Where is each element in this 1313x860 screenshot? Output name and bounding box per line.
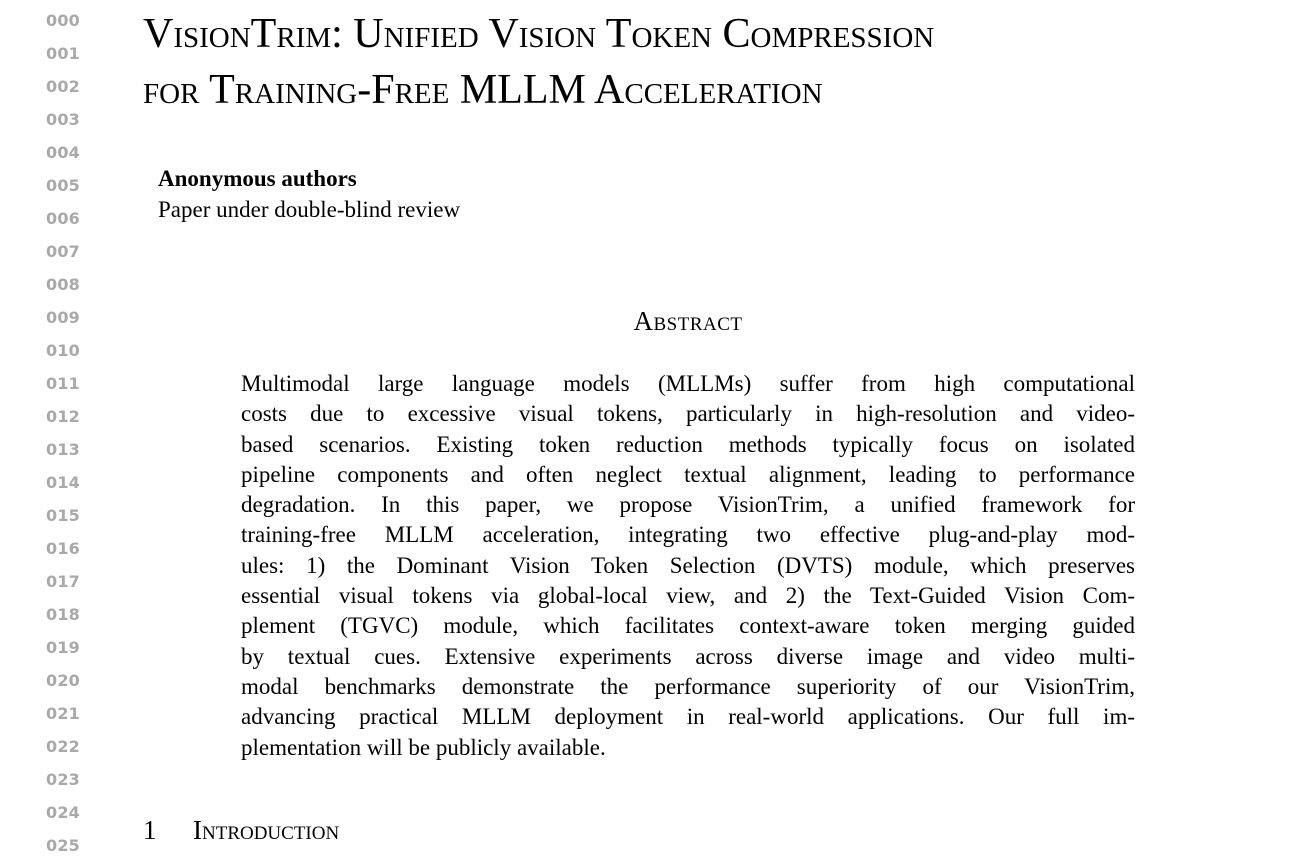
- section-title: Introduction: [193, 815, 340, 845]
- line-number: 022: [46, 737, 80, 756]
- section-number: 1: [143, 815, 157, 845]
- abstract-line: essential visual tokens via global-local view, and 2) the Text-Guided Vision Com-: [241, 583, 1135, 609]
- line-number: 024: [46, 803, 80, 822]
- line-number: 019: [46, 638, 80, 657]
- line-number: 023: [46, 770, 80, 789]
- line-number: 021: [46, 704, 80, 723]
- line-number: 008: [46, 275, 80, 294]
- paper-title-line: for Training-Free MLLM Acceleration: [143, 67, 823, 113]
- abstract-line: advancing practical MLLM deployment in real-world applications. Our full im-: [241, 704, 1135, 730]
- line-number: 002: [46, 77, 80, 96]
- line-number: 001: [46, 44, 80, 63]
- line-number: 004: [46, 143, 80, 162]
- abstract-line: plementation will be publicly available.: [241, 734, 606, 760]
- abstract-line: pipeline components and often neglect textual alignment, leading to performance: [241, 461, 1135, 487]
- abstract-line: based scenarios. Existing token reduction methods typically focus on isolated: [241, 431, 1135, 457]
- line-number: 016: [46, 539, 80, 558]
- abstract-line: ules: 1) the Dominant Vision Token Selection (DVTS) module, which preserves: [241, 552, 1135, 578]
- line-number: 006: [46, 209, 80, 228]
- abstract-line: training-free MLLM acceleration, integrating two effective plug-and-play mod-: [241, 522, 1135, 548]
- line-number: 003: [46, 110, 80, 129]
- line-number: 009: [46, 308, 80, 327]
- line-number: 020: [46, 671, 80, 690]
- abstract-line: modal benchmarks demonstrate the performance superiority of our VisionTrim,: [241, 673, 1135, 699]
- abstract-line: costs due to excessive visual tokens, particularly in high-resolution and video-: [241, 401, 1135, 427]
- author-affiliation: Paper under double-blind review: [158, 197, 461, 222]
- paper-title: [143, 6, 1293, 118]
- abstract-line: Multimodal large language models (MLLMs) suffer from high computational: [241, 371, 1135, 396]
- line-number: 018: [46, 605, 80, 624]
- abstract-body: [241, 369, 1135, 763]
- paper-title-line: VisionTrim: Unified Vision Token Compression: [143, 11, 935, 57]
- abstract-line: degradation. In this paper, we propose VisionTrim, a unified framework for: [241, 492, 1135, 518]
- line-number: 013: [46, 440, 80, 459]
- line-number: 025: [46, 836, 80, 855]
- line-number: 014: [46, 473, 80, 492]
- line-number: 005: [46, 176, 80, 195]
- line-number: 012: [46, 407, 80, 426]
- section-heading-introduction: [143, 815, 339, 846]
- line-number: 017: [46, 572, 80, 591]
- line-number-gutter: [0, 0, 100, 860]
- abstract-line: by textual cues. Extensive experiments across diverse image and video multi-: [241, 643, 1135, 669]
- line-number: 015: [46, 506, 80, 525]
- line-number: 007: [46, 242, 80, 261]
- line-number: 011: [46, 374, 80, 393]
- line-number: 000: [46, 11, 80, 30]
- author-name: Anonymous authors: [158, 166, 357, 191]
- line-number: 010: [46, 341, 80, 360]
- abstract-heading: Abstract: [633, 306, 743, 336]
- abstract-line: plement (TGVC) module, which facilitates context-aware token merging guided: [241, 613, 1135, 639]
